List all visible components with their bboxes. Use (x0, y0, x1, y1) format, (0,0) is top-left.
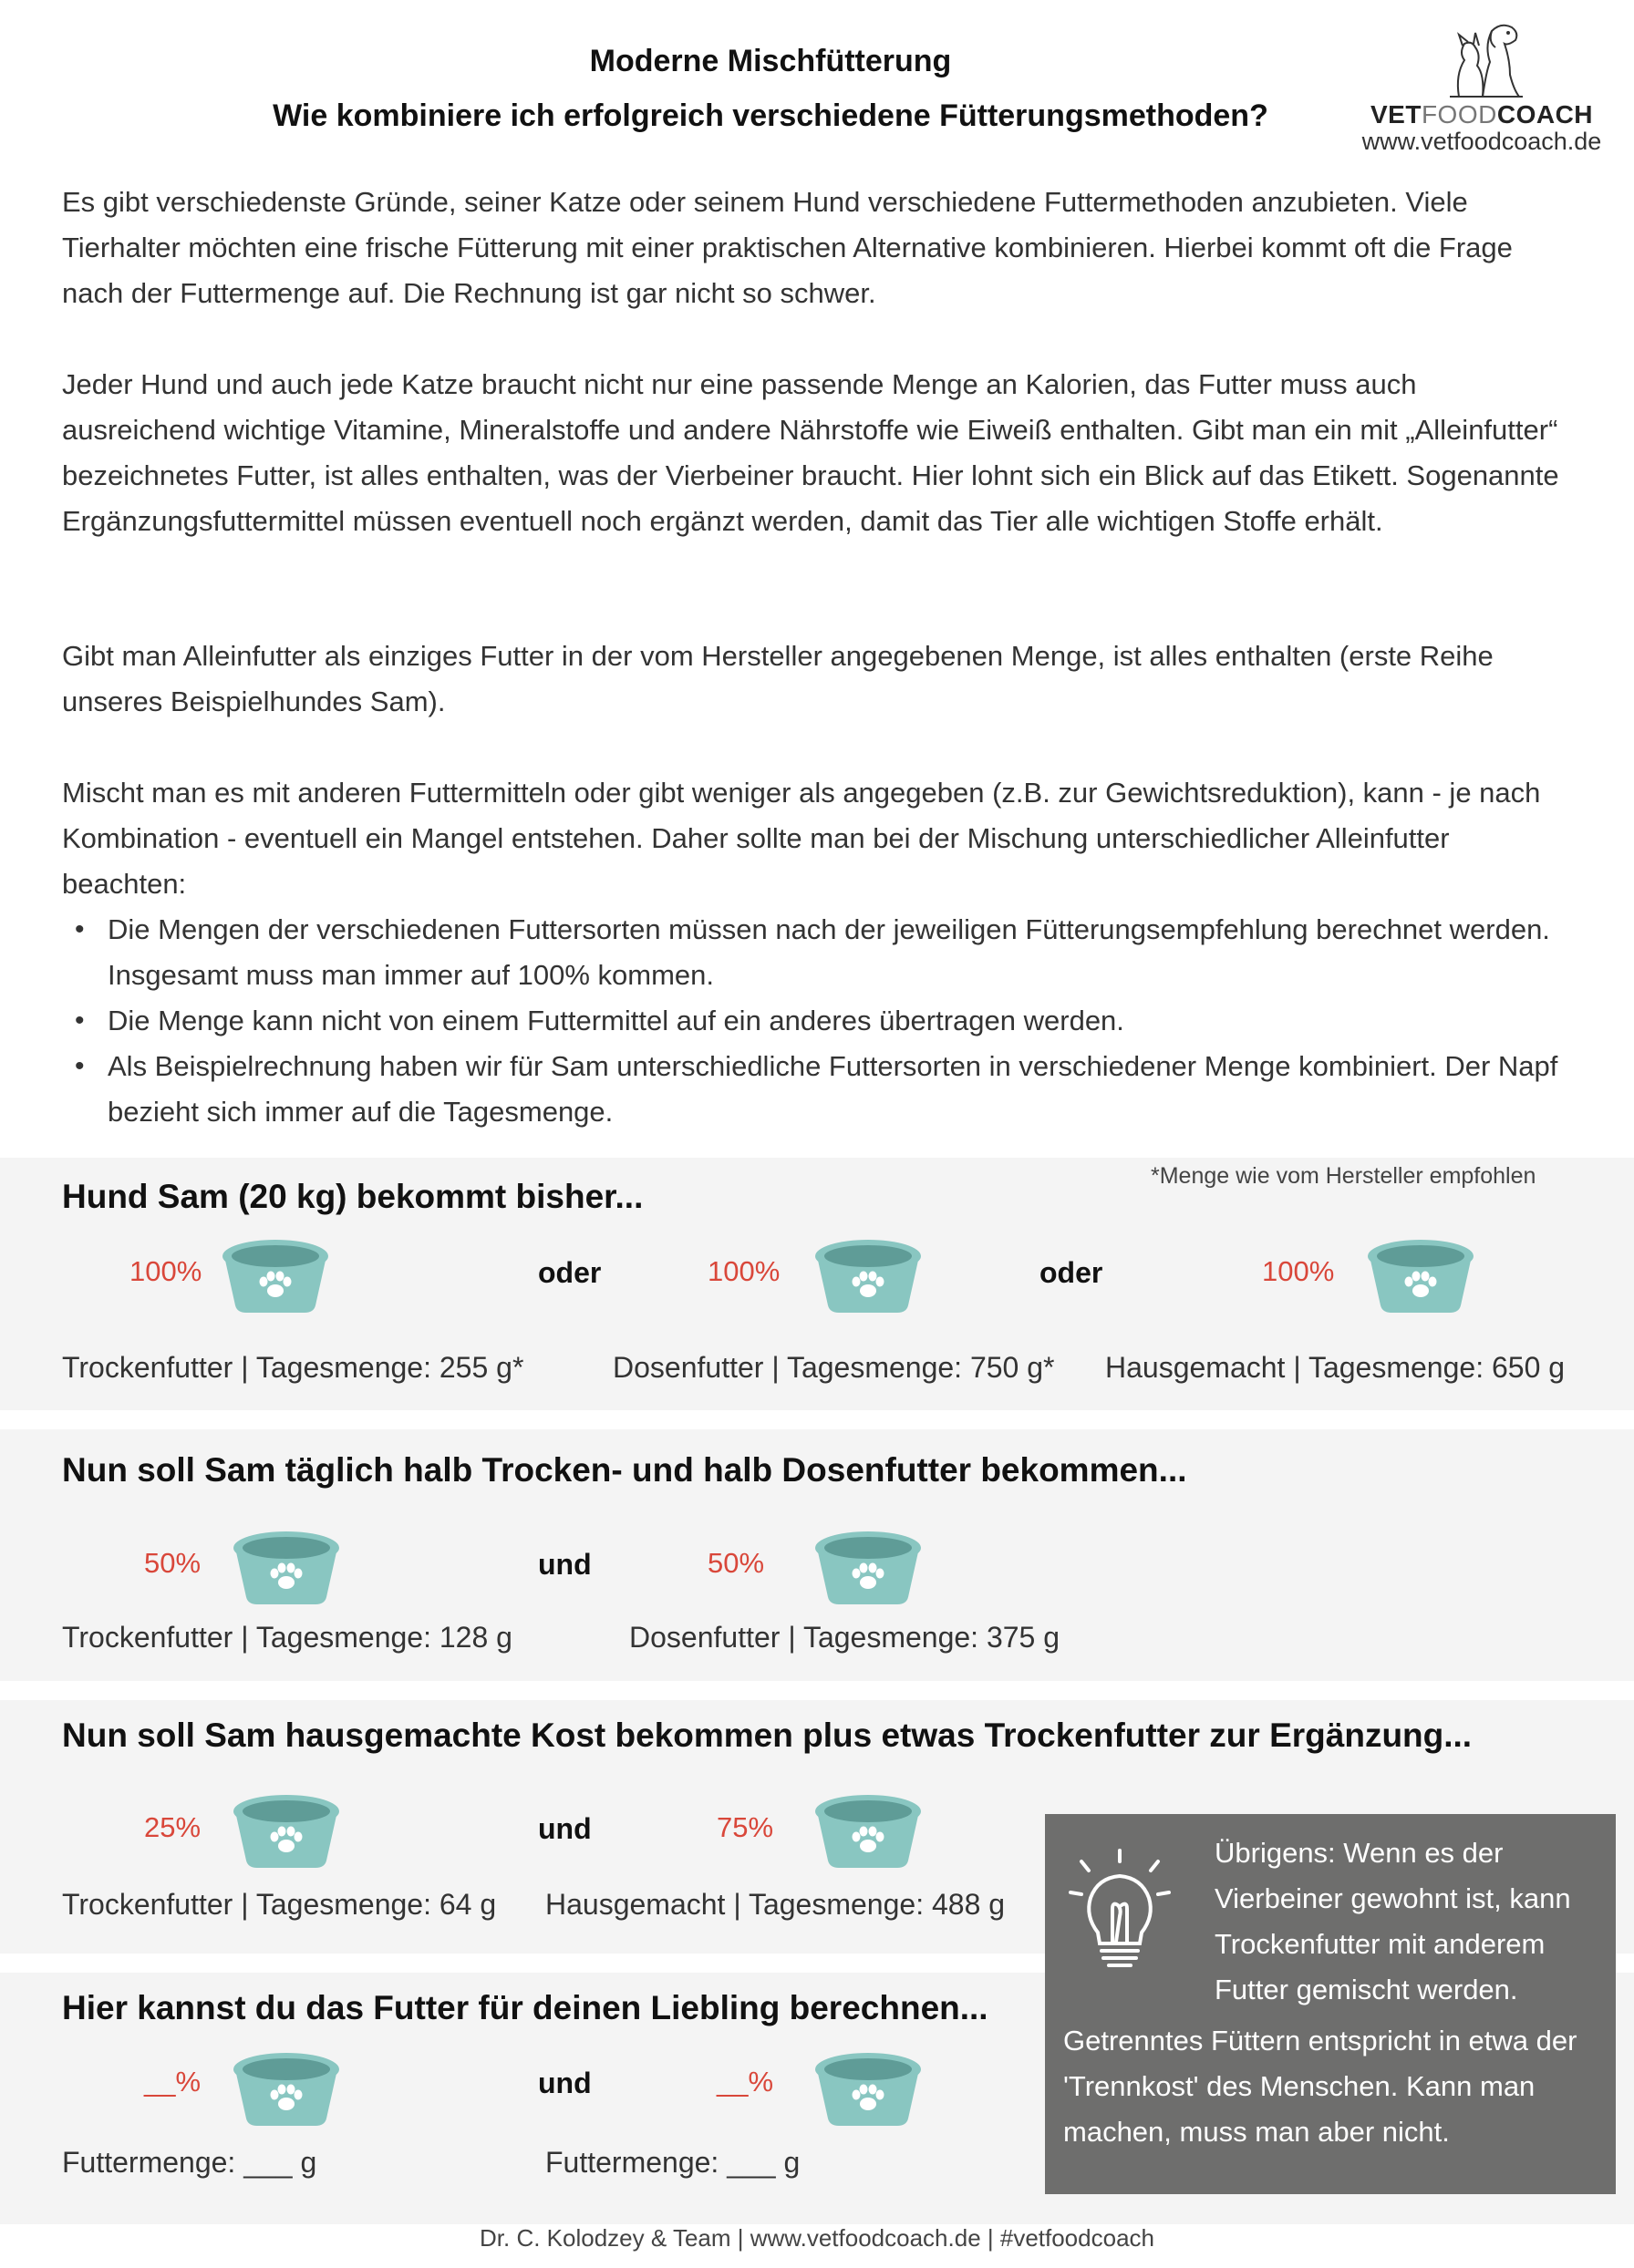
intro-paragraph-2: Jeder Hund und auch jede Katze braucht nicht nur eine passende Menge an Kalorien, das Futter muss auch ausreichend wichtige Vitamine, Mineralstoffe und andere Nährstoffe wie Eiweiß enthalten. Gibt man ein mit „Alleinfutter“ bezeichnetes Futter, ist alles enthalten, was der Vierbeiner braucht. Hier lohnt sich ein Blick auf das Etikett. Sogenannte Ergänzungsfuttermittel müssen eventuell noch ergänzt werden, damit das Tier alle wichtigen Stoffe erhält. (62, 368, 1559, 537)
section-half-half (0, 1429, 1634, 1681)
percent-input[interactable]: __% (144, 2066, 202, 2098)
logo-wordmark (1359, 100, 1605, 129)
intro-paragraph-4: Mischt man es mit anderen Futtermitteln oder gibt weniger als angegeben (z.B. zur Gewichtsreduktion), kann - je nach Kombination - eventuell ein Mangel entstehen. Daher sollte man bei der Mischung unterschiedlicher Alleinfutter beachten: (62, 777, 1541, 900)
section-heading: Hund Sam (20 kg) bekommt bisher... (62, 1178, 644, 1215)
tip-box (1045, 1814, 1616, 2194)
food-amount-label: Trockenfutter | Tagesmenge: 128 g (62, 1621, 512, 1654)
bowl-icon (812, 2051, 925, 2128)
bowl-icon (812, 1793, 925, 1870)
conjunction: und (538, 2067, 592, 2099)
bullet-icon: • (75, 914, 85, 944)
percent-label: 100% (129, 1255, 202, 1287)
section-heading: Hier kannst du das Futter für deinen Liebling berechnen... (62, 1989, 988, 2026)
logo-word-food: FOOD (1421, 100, 1497, 129)
bowl-icon (230, 1793, 343, 1870)
bullet-icon: • (75, 1005, 85, 1036)
food-amount-label: Hausgemacht | Tagesmenge: 650 g (1105, 1351, 1566, 1384)
intro-paragraph-1: Es gibt verschiedenste Gründe, seiner Katze oder seinem Hund verschiedene Futtermethoden anzubieten. Viele Tierhalter möchten eine frische Fütterung mit einer praktischen Alternative kombinieren. Hierbei kommt oft die Frage nach der Futtermenge auf. Die Rechnung ist gar nicht so schwer. (62, 186, 1513, 309)
conjunction: oder (1039, 1256, 1103, 1289)
tip-text-line: 'Trennkost' des Menschen. Kann man (1063, 2070, 1536, 2102)
section-heading: Nun soll Sam täglich halb Trocken- und halb Dosenfutter bekommen... (62, 1451, 1187, 1489)
list-item-text: Die Mengen der verschiedenen Futtersorten müssen nach der jeweiligen Fütterungsempfehlung berechnet werden. Insgesamt muss man immer auf 100% kommen. (108, 913, 1550, 991)
section-heading: Nun soll Sam hausgemachte Kost bekommen plus etwas Trockenfutter zur Ergänzung... (62, 1716, 1473, 1754)
tip-text-line: Übrigens: Wenn es der (1215, 1837, 1504, 1869)
dog-cat-logo-icon (1432, 20, 1532, 98)
page-subtitle: Wie kombiniere ich erfolgreich verschiedene Fütterungsmethoden? (273, 98, 1268, 133)
bowl-icon (1364, 1238, 1477, 1314)
conjunction: und (538, 1812, 592, 1845)
food-amount-label: Trockenfutter | Tagesmenge: 255 g* (62, 1351, 524, 1384)
amount-input[interactable]: Futtermenge: ___ g (545, 2146, 801, 2179)
food-amount-label: Dosenfutter | Tagesmenge: 750 g* (613, 1351, 1055, 1384)
bowl-icon (812, 1238, 925, 1314)
logo-url: www.vetfoodcoach.de (1361, 128, 1602, 155)
logo (1359, 20, 1605, 157)
list-item-text: Die Menge kann nicht von einem Futtermittel auf ein anderes übertragen werden. (108, 1005, 1124, 1036)
conjunction: und (538, 1548, 592, 1581)
bowl-icon (230, 2051, 343, 2128)
food-amount-label: Dosenfutter | Tagesmenge: 375 g (629, 1621, 1060, 1654)
list-item (75, 907, 1576, 998)
food-amount-label: Trockenfutter | Tagesmenge: 64 g (62, 1888, 497, 1921)
percent-label: 50% (144, 1547, 202, 1579)
logo-word-coach: COACH (1496, 100, 1594, 129)
tip-text-line: Vierbeiner gewohnt ist, kann (1215, 1882, 1571, 1914)
intro-paragraph-3: Gibt man Alleinfutter als einziges Futter in der vom Hersteller angegebenen Menge, ist alles enthalten (erste Reihe unseres Beispielhundes Sam). (62, 640, 1494, 717)
tip-text-line: Trockenfutter mit anderem (1215, 1928, 1546, 1960)
page-title: Moderne Mischfütterung (589, 44, 952, 78)
list-item-text: Als Beispielrechnung haben wir für Sam unterschiedliche Futtersorten in verschiedener Menge kombiniert. Der Napf bezieht sich immer auf die Tagesmenge. (108, 1050, 1558, 1128)
logo-word-vet: VET (1370, 100, 1422, 129)
list-item (75, 1044, 1576, 1135)
tip-text-line: machen, muss man aber nicht. (1063, 2116, 1450, 2148)
percent-label: 25% (144, 1811, 202, 1843)
percent-label: 100% (708, 1255, 781, 1287)
conjunction: oder (538, 1256, 602, 1289)
bowl-icon (230, 1530, 343, 1606)
tip-text-line: Futter gemischt werden. (1215, 1974, 1518, 2005)
lightbulb-icon (1065, 1849, 1174, 1976)
section-current-feeding (0, 1158, 1634, 1410)
list-item (75, 998, 1576, 1044)
food-amount-label: Hausgemacht | Tagesmenge: 488 g (545, 1888, 1006, 1921)
percent-label: 100% (1262, 1255, 1335, 1287)
percent-label: 50% (708, 1547, 765, 1579)
bowl-icon (812, 1530, 925, 1606)
percent-label: 75% (717, 1811, 774, 1843)
footnote: *Menge wie vom Hersteller empfohlen (1151, 1163, 1536, 1189)
tip-text-line: Getrenntes Füttern entspricht in etwa der (1063, 2025, 1577, 2057)
percent-input[interactable]: __% (717, 2066, 774, 2098)
bowl-icon (219, 1238, 332, 1314)
amount-input[interactable]: Futtermenge: ___ g (62, 2146, 317, 2179)
bullet-icon: • (75, 1051, 85, 1081)
footer: Dr. C. Kolodzey & Team | www.vetfoodcoach.de | #vetfoodcoach (480, 2224, 1154, 2252)
